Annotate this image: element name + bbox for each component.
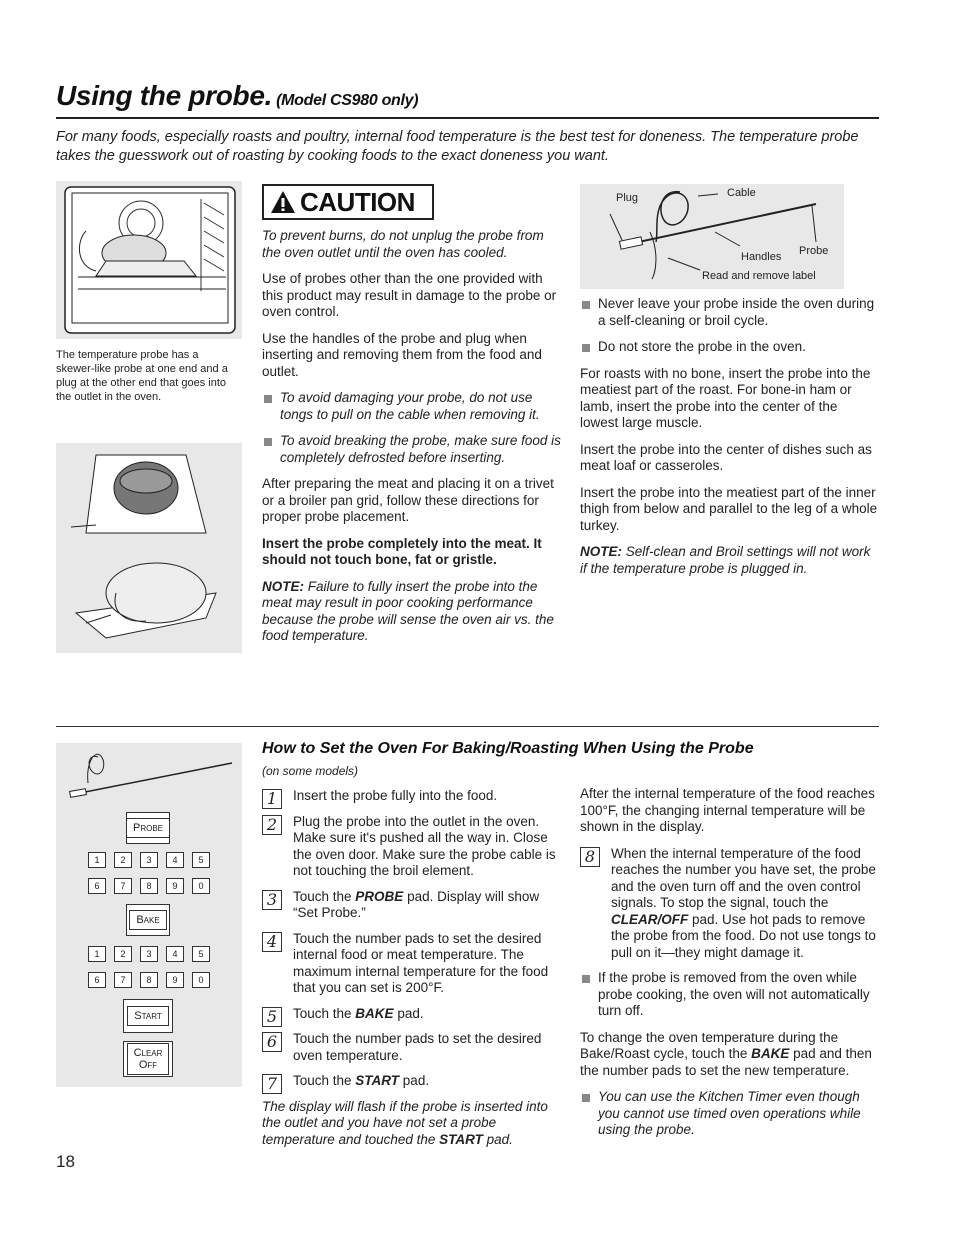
bake-pad[interactable] [126,904,170,936]
caution-note [262,579,562,645]
caution-p4: Insert the probe completely into the meat. It should not touch bone, fat or gristle. [262,535,542,567]
probe-diagram [580,184,844,289]
page-number: 18 [56,1152,75,1171]
step-text: When the internal temperature of the food reaches the number you have set, the probe and the oven turn off and the oven control signals. To stop the signal, touch the [611,845,876,910]
right-p3: Insert the probe into the meatiest part of the inner thigh from below and parallel to the leg of a whole turkey. [580,484,878,533]
label-handles: Handles [741,251,782,263]
number-pad-5[interactable]: 5 [192,852,210,868]
step-text: Touch the number pads to set the desired oven temperature. [293,1031,542,1063]
caution-box [262,184,434,220]
clear-label: Clear [133,1047,163,1059]
caution-column [262,228,562,655]
note-text: Self-clean and Broil settings will not work if the temperature probe is plugged in. [580,544,871,576]
number-pad-3[interactable]: 3 [140,946,158,962]
step-text: Touch the [293,1005,356,1021]
number-pad-8[interactable]: 8 [140,878,158,894]
number-pad-9[interactable]: 9 [166,972,184,988]
intro-text: For many foods, especially roasts and poultry, internal food temperature is the best test for doneness. The temperature probe takes the guesswork out of roasting by cooking foods to the exact doneness you want. [56,129,859,164]
section-subheading: (on some models) [262,764,359,778]
number-pad-3[interactable]: 3 [140,852,158,868]
number-pad-9[interactable]: 9 [166,878,184,894]
probe-pad-label: Probe [126,818,170,838]
flash-text-after: pad. [482,1131,513,1147]
step-key: PROBE [355,888,404,904]
step-key: CLEAR/OFF [611,911,689,927]
caution-p1: Use of probes other than the one provided with this product may result in damage to the probe or oven control. [262,271,557,319]
right-p2: Insert the probe into the center of dishes such as meat loaf or casseroles. [580,441,872,473]
step-4 [262,931,558,997]
step-text-after: pad. [393,1005,424,1021]
step-text-after: pad. Use hot pads to remove the probe from the food. Do not use tongs to pull on it—they might damage it. [611,911,876,960]
bake-pad-label: Bake [129,910,166,930]
clear-off-pad-label [127,1043,170,1075]
step-5 [262,1005,558,1026]
step-number: 2 [262,815,282,835]
start-pad-label: Start [127,1006,169,1026]
steps-column [262,788,558,1158]
caution-bullet-1: To avoid damaging your probe, do not use tongs to pull on the cable when removing it. [262,390,562,423]
step-3 [262,889,558,922]
caution-p3: After preparing the meat and placing it on a trivet or a broiler pan grid, follow these directions for proper probe placement. [262,476,554,524]
step-number: 3 [262,890,282,910]
step-2 [262,814,558,880]
right-bullet-2: Do not store the probe in the oven. [580,339,878,356]
number-pad-2[interactable]: 2 [114,946,132,962]
removed-bullet: If the probe is removed from the oven while probe cooking, the oven will not automatically turn off. [580,970,878,1020]
caution-p2: Use the handles of the probe and plug when inserting and removing them from the food and outlet. [262,330,542,379]
change-key: BAKE [751,1046,790,1061]
note-label: NOTE: [262,578,304,594]
step-1 [262,788,558,808]
oven-figure [56,181,242,339]
warning-triangle-icon [270,190,296,214]
timer-bullet: You can use the Kitchen Timer even though you cannot use timed oven operations while using the probe. [580,1089,878,1139]
step-number: 8 [580,847,600,867]
note-label: NOTE: [580,544,622,559]
title-text: Using the probe. [56,80,273,111]
page-title [56,80,418,112]
step-text: Touch the [293,1073,356,1088]
probe-small-illustration [56,743,242,803]
step-number: 6 [262,1032,282,1052]
step-key: BAKE [355,1005,394,1021]
number-pad-1[interactable]: 1 [88,852,106,868]
number-pad-6[interactable]: 6 [88,878,106,894]
caution-label: CAUTION [300,186,415,217]
step-number: 4 [262,932,282,952]
right-p1: For roasts with no bone, insert the probe into the meatiest part of the roast. For bone-in ham or lamb, insert the probe into the center of the lowest large muscle. [580,365,871,430]
number-pad-0[interactable]: 0 [192,972,210,988]
number-pad-4[interactable]: 4 [166,852,184,868]
number-pad-6[interactable]: 6 [88,972,106,988]
after-text: After the internal temperature of the food reaches 100°F, the changing internal temperature will be shown in the display. [580,786,875,834]
step-text: Touch the number pads to set the desired internal food or meat temperature. The maximum internal temperature for the food that you can set is 200°F. [293,930,549,995]
flash-note [262,1099,558,1149]
caution-bullet-2: To avoid breaking the probe, make sure food is completely defrosted before inserting. [262,433,562,466]
right-bullet-1: Never leave your probe inside the oven during a self-cleaning or broil cycle. [580,296,878,329]
step-key: START [355,1073,400,1088]
right-note [580,544,878,577]
label-probe: Probe [799,245,829,257]
number-pad-8[interactable]: 8 [140,972,158,988]
change-text-after: pad and then the number pads to set the new temperature. [580,1046,872,1078]
probe-pad[interactable] [126,812,170,844]
flash-key: START [439,1131,483,1147]
step-text: Plug the probe into the outlet in the oven. Make sure it's pushed all the way in. Close the oven door. Make sure the probe cable is not touching the broil element. [293,813,556,878]
steps-right-column [580,786,878,1149]
step-text: Touch the [293,888,356,904]
number-pad-7[interactable]: 7 [114,972,132,988]
caution-warning: To prevent burns, do not unplug the probe from the oven outlet until the oven has cooled. [262,228,544,260]
step-text-after: pad. Display will show “Set Probe.” [293,888,540,920]
oven-illustration [56,181,242,339]
step-7 [262,1073,558,1093]
number-pad-2[interactable]: 2 [114,852,132,868]
title-subtitle: (Model CS980 only) [276,92,419,109]
change-temp-text [580,1030,878,1080]
off-label: Off [138,1059,158,1071]
start-pad[interactable] [123,999,173,1033]
section-heading: How to Set the Oven For Baking/Roasting When Using the Probe [262,740,754,757]
number-pad-1[interactable]: 1 [88,946,106,962]
step-text-after: pad. [399,1073,430,1088]
step-number: 5 [262,1007,282,1027]
right-column [580,296,878,587]
label-plug: Plug [616,192,639,204]
number-pad-5[interactable]: 5 [192,946,210,962]
keypad-figure [56,743,242,1087]
step-number: 1 [262,789,282,809]
step-text: Insert the probe fully into the food. [293,788,498,803]
clear-off-pad[interactable] [123,1041,173,1077]
step-number: 7 [262,1074,282,1094]
roast-figure [56,443,242,653]
note-text: Failure to fully insert the probe into the meat may result in poor cooking performance because the probe will sense the oven air vs. the food temperature. [262,578,554,643]
number-pad-4[interactable]: 4 [166,946,184,962]
label-cable: Cable [727,187,756,199]
step-6 [262,1031,558,1064]
flash-text: The display will flash if the probe is inserted into the outlet and you have not set a probe temperature and touched the [262,1098,548,1147]
oven-figure-caption: The temperature probe has a skewer-like probe at one end and a plug at the other end that goes into the outlet in the oven. [56,349,228,403]
number-pad-0[interactable]: 0 [192,878,210,894]
number-pad-7[interactable]: 7 [114,878,132,894]
title-rule [56,117,879,119]
step-8 [580,846,878,962]
section-rule [56,726,879,727]
change-text: To change the oven temperature during the Bake/Roast cycle, touch the [580,1029,839,1061]
roast-turkey-illustration [56,443,242,653]
label-read-remove: Read and remove label [702,270,816,282]
